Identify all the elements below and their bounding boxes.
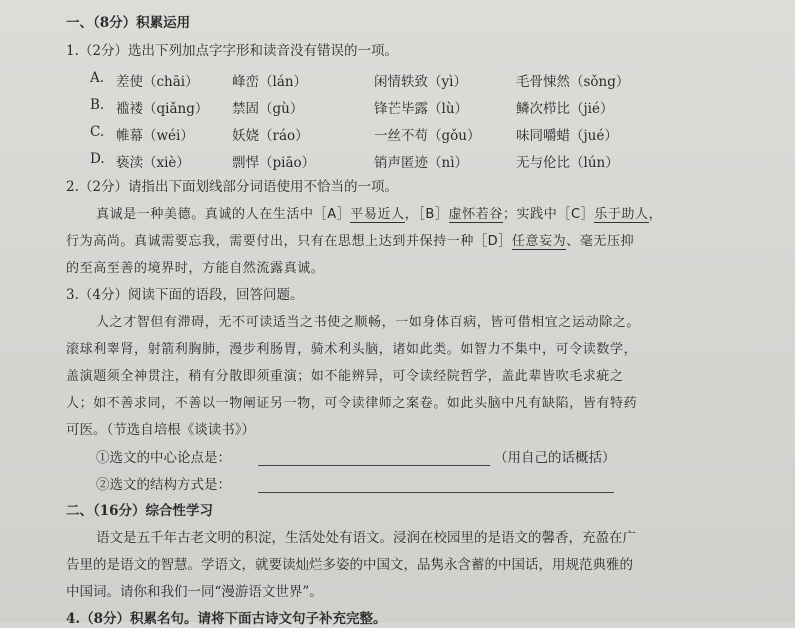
section2-paragraph-line: 语文是五千年古老文明的积淀，生活处处有语文。浸润在校园里的是语文的馨香，充盈在广 <box>96 530 636 546</box>
q2-text: 行为高尚。真诚需要忘我，需要付出，只有在思想上达到并保持一种［D］ <box>66 234 512 249</box>
option-letter: D. <box>90 151 105 167</box>
q2-underlined-b: 虚怀若谷 <box>448 207 503 222</box>
option-item: 禁固（gù） <box>232 101 304 117</box>
q2-underlined-d: 任意妄为 <box>511 234 567 249</box>
option-item: 味同嚼蜡（jué） <box>516 128 618 144</box>
option-item: 销声匿迹（nì） <box>374 155 469 171</box>
q2-stem: 2.（2分）请指出下面划线部分词语使用不恰当的一项。 <box>66 179 398 195</box>
option-letter: C. <box>90 124 105 140</box>
option-item: 差使（chāi） <box>116 74 199 90</box>
option-item: 亵渎（xiè） <box>116 155 190 171</box>
option-item: 鳞次栉比（jié） <box>516 101 614 117</box>
option-item: 毛骨悚然（sǒng） <box>516 74 630 90</box>
option-letter: B. <box>90 97 105 113</box>
q3-passage-line: 人之才智但有滞碍，无不可读适当之书使之顺畅，一如身体百病，皆可借相宜之运动除之。 <box>96 315 641 330</box>
q3-answer-blank-2[interactable] <box>258 478 614 493</box>
option-item: 一丝不苟（gǒu） <box>374 128 481 144</box>
option-item: 妖娆（ráo） <box>232 128 309 144</box>
option-item: 帷幕（wéi） <box>116 128 194 144</box>
q2-text: 、毫无压抑 <box>566 234 635 249</box>
section1-title: 一、（8分）积累运用 <box>66 15 191 31</box>
q3-sub1-label: ①选文的中心论点是： <box>96 450 231 466</box>
option-item: 剽悍（piāo） <box>232 155 316 171</box>
q2-text: 真诚是一种美德。真诚的人在生活中［A］ <box>96 207 351 222</box>
q3-passage-line: 盖演题须全神贯注，稍有分散即须重演；如不能辨异，可令读经院哲学，盖此辈皆吹毛求疵之 <box>66 369 624 384</box>
q3-passage-line: 人；如不善求同，不善以一物阐证另一物，可令读律师之案卷。如此头脑中凡有缺陷，皆有特药 <box>66 396 638 411</box>
option-letter: A. <box>90 70 105 86</box>
q3-passage-line: 可医。（节选自培根《谈读书》） <box>66 422 255 438</box>
q2-text: ；实践中［C］ <box>502 207 595 222</box>
option-item: 锋芒毕露（lù） <box>374 101 469 117</box>
q2-passage-line-1 <box>96 206 662 224</box>
q2-text: ， <box>648 207 663 222</box>
q2-underlined-a: 平易近人 <box>350 207 405 222</box>
q4-stem: 4.（8分）积累名句。请将下面古诗文句子补充完整。 <box>66 611 387 627</box>
section2-paragraph-line: 告里的是语文的智慧。学语文，就要读灿烂多姿的中国文，品隽永含蓄的中国话，用规范典雅的 <box>66 557 633 573</box>
q2-passage-line-3: 的至高至善的境界时，方能自然流露真诚。 <box>66 261 325 276</box>
q2-passage-line-2 <box>66 233 634 251</box>
q3-answer-blank-1[interactable] <box>258 451 490 466</box>
option-item: 褴褛（qiǎng） <box>116 101 209 117</box>
q3-stem: 3.（4分）阅读下面的语段，回答问题。 <box>66 287 304 303</box>
q3-sub1-note: （用自己的话概括） <box>494 450 616 466</box>
q1-stem: 1.（2分）选出下列加点字字形和读音没有错误的一项。 <box>66 43 398 59</box>
section2-paragraph-line: 中国词。请你和我们一同“漫游语文世界”。 <box>66 584 323 600</box>
q3-sub2-label: ②选文的结构方式是： <box>96 477 231 493</box>
section2-title: 二、（16分）综合性学习 <box>66 503 214 519</box>
option-item: 无与伦比（lún） <box>516 155 619 171</box>
q2-text: ，［B］ <box>404 207 449 222</box>
option-item: 峰峦（lán） <box>232 74 308 90</box>
option-item: 闲情轶致（yì） <box>374 74 467 90</box>
q3-passage-line: 滚球利睾肾，射箭利胸肺，漫步利肠胃，骑术利头脑，诸如此类。如智力不集中，可令读数学， <box>66 342 638 357</box>
q2-underlined-c: 乐于助人 <box>594 207 649 222</box>
